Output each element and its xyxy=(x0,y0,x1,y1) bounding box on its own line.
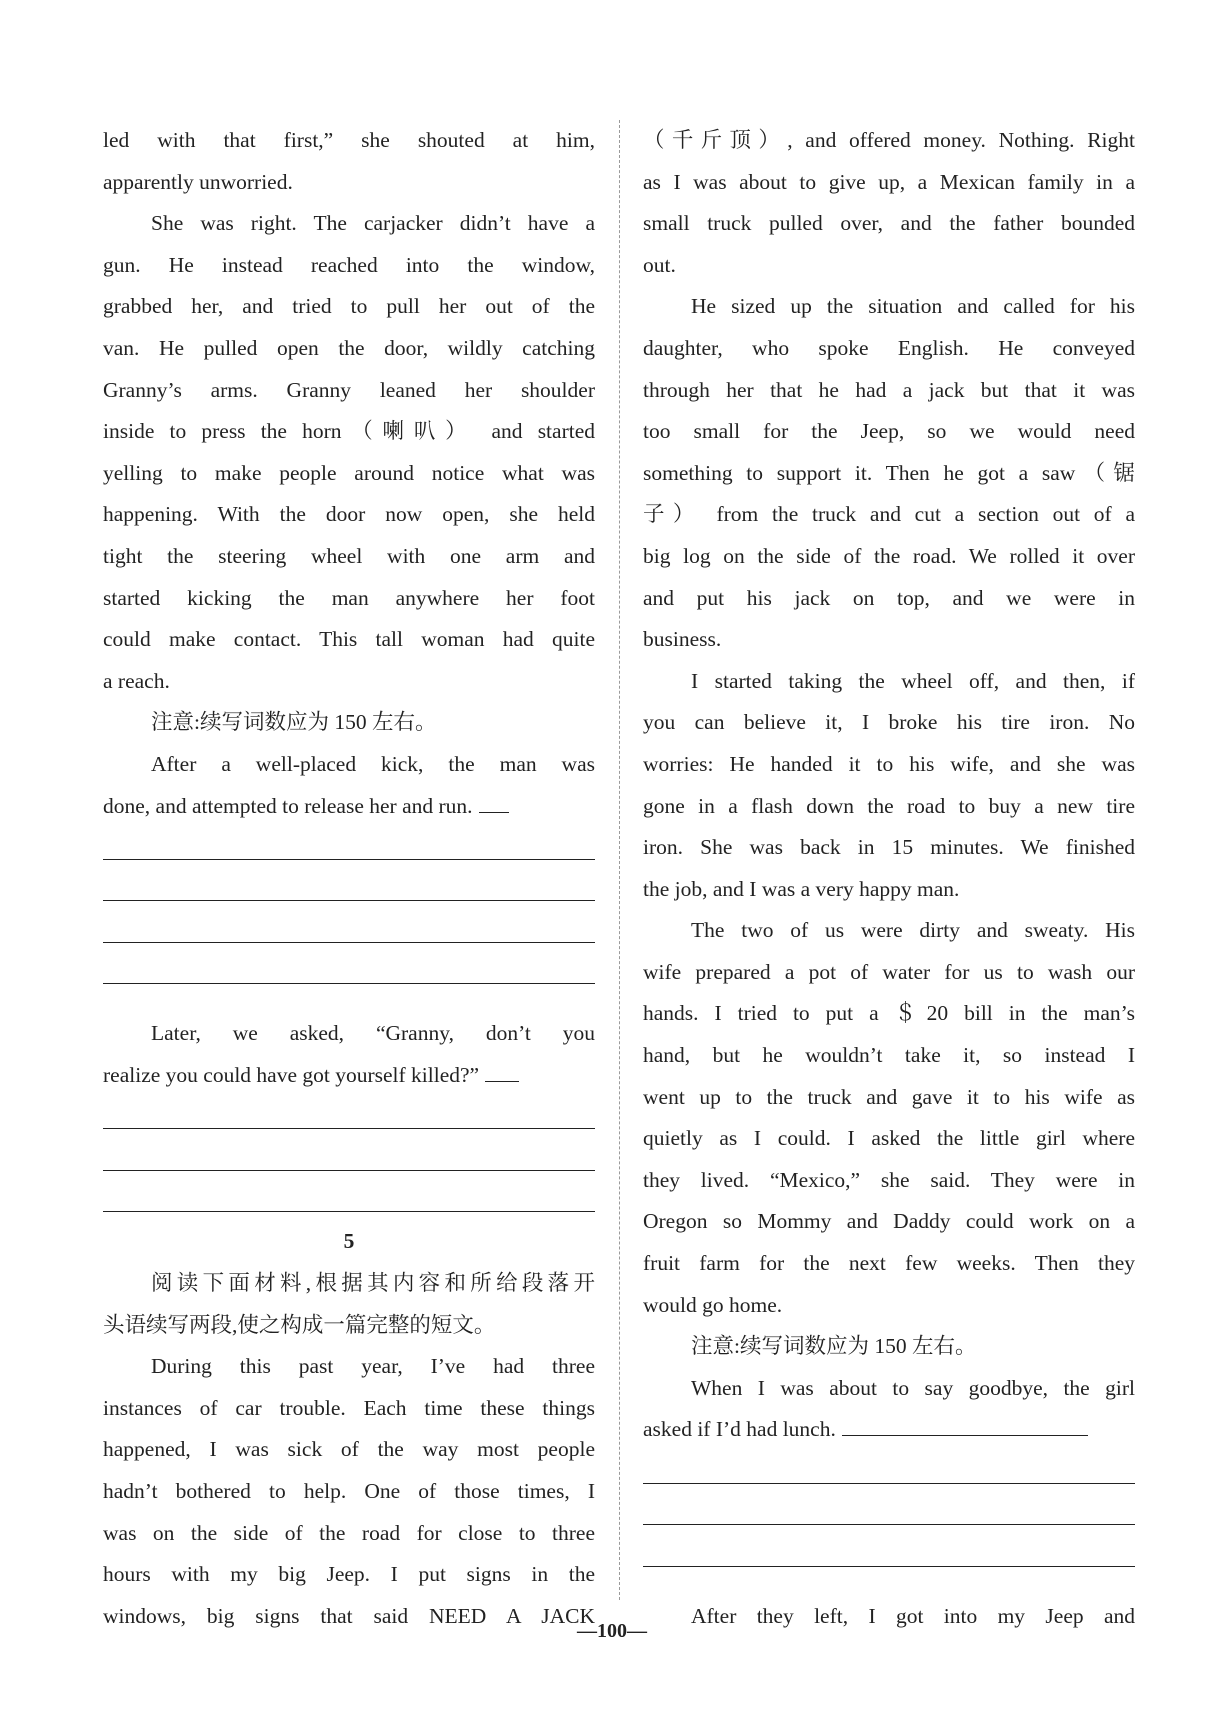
line-text: could make contact. This tall woman had quite xyxy=(103,627,595,652)
text-line xyxy=(103,619,595,661)
line-text: led with that first,” she shouted at him, xyxy=(103,128,595,152)
text-line xyxy=(103,1513,595,1555)
answer-line[interactable] xyxy=(103,827,595,869)
text-line xyxy=(103,1263,595,1305)
line-text: tight the steering wheel with one arm and xyxy=(103,543,595,568)
answer-line[interactable] xyxy=(103,1097,595,1139)
line-text: the job, and I was a very happy man. xyxy=(643,876,960,901)
line-text: a reach. xyxy=(103,668,170,693)
line-text: small truck pulled over, and the father bounded xyxy=(643,211,1135,236)
text-line xyxy=(643,1326,1135,1368)
line-text: gun. He instead reached into the window, xyxy=(103,252,595,277)
line-text: 注意:续写词数应为 150 左右。 xyxy=(691,1334,977,1359)
line-text: yelling to make people around notice what was xyxy=(103,460,595,485)
line-text: realize you could have got yourself killed?” xyxy=(103,1063,480,1088)
text-line xyxy=(643,1077,1135,1119)
answer-line[interactable] xyxy=(643,1534,1135,1576)
line-text: you can believe it, I broke his tire iron. No xyxy=(643,710,1135,735)
line-text: The two of us were dirty and sweaty. His xyxy=(691,918,1135,943)
text-line xyxy=(103,245,595,287)
line-text: and put his jack on top, and we were in xyxy=(643,585,1135,610)
answer-blank[interactable] xyxy=(479,811,509,813)
line-text: something to support it. Then he got a saw（锯 xyxy=(643,460,1135,485)
line-text: quietly as I could. I asked the little girl where xyxy=(643,1126,1135,1151)
section-number: 5 xyxy=(343,1229,355,1254)
text-line xyxy=(643,1243,1135,1285)
text-line xyxy=(103,661,595,703)
text-line xyxy=(103,702,595,744)
text-line xyxy=(643,286,1135,328)
line-text: apparently unworried. xyxy=(103,169,293,194)
line-text: Later, we asked, “Granny, don’t you xyxy=(151,1021,595,1046)
line-text: He sized up the situation and called for his xyxy=(691,294,1135,319)
line-text: instances of car trouble. Each time these things xyxy=(103,1395,595,1420)
text-line xyxy=(643,453,1135,495)
text-line xyxy=(643,910,1135,952)
line-text: 头语续写两段,使之构成一篇完整的短文。 xyxy=(103,1312,496,1337)
text-line xyxy=(643,952,1135,994)
text-line xyxy=(103,1429,595,1471)
text-line xyxy=(643,993,1135,1035)
text-line xyxy=(643,1368,1135,1410)
answer-line[interactable] xyxy=(103,869,595,911)
text-line xyxy=(643,120,1135,162)
text-line xyxy=(643,827,1135,869)
text-line xyxy=(643,162,1135,204)
line-text: business. xyxy=(643,627,722,652)
text-line xyxy=(103,536,595,578)
line-text: hadn’t bothered to help. One of those times, I xyxy=(103,1479,595,1503)
text-line xyxy=(643,1118,1135,1160)
line-text: After a well-placed kick, the man was xyxy=(151,751,595,776)
text-line xyxy=(103,1013,595,1055)
line-text: too small for the Jeep, so we would need xyxy=(643,419,1135,444)
line-text: 阅读下面材料,根据其内容和所给段落开 xyxy=(151,1271,595,1296)
text-line xyxy=(103,286,595,328)
column-divider xyxy=(619,120,620,1600)
answer-line[interactable] xyxy=(643,1493,1135,1535)
text-line xyxy=(103,1554,595,1596)
text-line xyxy=(643,1285,1135,1327)
left-column xyxy=(103,120,595,1637)
line-text: went up to the truck and gave it to his wife as xyxy=(643,1084,1135,1109)
line-text: fruit farm for the next few weeks. Then they xyxy=(643,1251,1135,1276)
text-line xyxy=(103,578,595,620)
text-line xyxy=(643,411,1135,453)
text-line xyxy=(103,203,595,245)
text-line xyxy=(643,786,1135,828)
line-text: through her that he had a jack but that it was xyxy=(643,377,1135,402)
right-column xyxy=(643,120,1135,1637)
line-text: 子） from the truck and cut a section out of a xyxy=(643,502,1135,527)
answer-blank[interactable] xyxy=(842,1434,1088,1436)
text-line xyxy=(643,1035,1135,1077)
text-line xyxy=(103,744,595,786)
text-line xyxy=(643,245,1135,287)
text-line xyxy=(103,411,595,453)
spacer xyxy=(103,993,595,1013)
line-text: they lived. “Mexico,” she said. They were in xyxy=(643,1167,1135,1192)
line-text: done, and attempted to release her and run. xyxy=(103,793,473,818)
text-line xyxy=(643,1201,1135,1243)
text-line xyxy=(643,619,1135,661)
answer-line[interactable] xyxy=(103,952,595,994)
line-text: worries: He handed it to his wife, and she was xyxy=(643,751,1135,776)
answer-blank[interactable] xyxy=(485,1080,519,1082)
text-line xyxy=(643,744,1135,786)
text-line xyxy=(103,1388,595,1430)
line-text: hands. I tried to put a ＄20 bill in the man’s xyxy=(643,1001,1135,1026)
line-text: hand, but he wouldn’t take it, so instead I xyxy=(643,1043,1135,1068)
text-line xyxy=(103,1055,595,1097)
line-text: gone in a flash down the road to buy a new tire xyxy=(643,793,1135,818)
spacer xyxy=(643,1576,1135,1596)
line-text: daughter, who spoke English. He conveyed xyxy=(643,335,1135,360)
text-line xyxy=(643,328,1135,370)
line-text: inside to press the horn（喇叭） and started xyxy=(103,419,595,444)
text-line xyxy=(103,328,595,370)
answer-line[interactable] xyxy=(643,1451,1135,1493)
text-line xyxy=(103,162,595,204)
text-line xyxy=(643,869,1135,911)
answer-line[interactable] xyxy=(103,1138,595,1180)
text-line xyxy=(643,370,1135,412)
line-text: would go home. xyxy=(643,1292,783,1317)
line-text: started kicking the man anywhere her foot xyxy=(103,585,595,610)
line-text: Granny’s arms. Granny leaned her shoulder xyxy=(103,377,595,402)
text-line xyxy=(103,1346,595,1388)
answer-line[interactable] xyxy=(103,910,595,952)
line-text: During this past year, I’ve had three xyxy=(151,1354,595,1379)
line-text: When I was about to say goodbye, the girl xyxy=(691,1375,1135,1400)
line-text: windows, big signs that said NEED A JACK xyxy=(103,1603,595,1628)
text-line xyxy=(643,203,1135,245)
text-line xyxy=(103,1471,595,1513)
text-line xyxy=(103,1305,595,1347)
line-text: （千斤顶）, and offered money. Nothing. Right xyxy=(643,128,1135,152)
line-text: as I was about to give up, a Mexican family in a xyxy=(643,169,1135,194)
line-text: hours with my big Jeep. I put signs in the xyxy=(103,1562,595,1587)
line-text: asked if I’d had lunch. xyxy=(643,1417,836,1442)
line-text: iron. She was back in 15 minutes. We finished xyxy=(643,835,1135,860)
line-text: 注意:续写词数应为 150 左右。 xyxy=(151,710,437,735)
line-text: happening. With the door now open, she held xyxy=(103,502,595,527)
text-line xyxy=(103,370,595,412)
page-number: —100— xyxy=(577,1620,647,1642)
line-text: grabbed her, and tried to pull her out of the xyxy=(103,294,595,319)
text-line xyxy=(643,494,1135,536)
text-line xyxy=(643,702,1135,744)
answer-line[interactable] xyxy=(103,1180,595,1222)
text-line xyxy=(103,494,595,536)
line-text: After they left, I got into my Jeep and xyxy=(691,1603,1135,1628)
line-text: big log on the side of the road. We rolled it over xyxy=(643,543,1135,568)
line-text: happened, I was sick of the way most people xyxy=(103,1437,595,1462)
line-text: Oregon so Mommy and Daddy could work on a xyxy=(643,1209,1135,1234)
text-line xyxy=(643,578,1135,620)
line-text: She was right. The carjacker didn’t have a xyxy=(151,211,595,236)
text-line xyxy=(643,536,1135,578)
line-text: out. xyxy=(643,252,676,277)
text-line xyxy=(643,1409,1135,1451)
text-line xyxy=(103,120,595,162)
line-text: was on the side of the road for close to three xyxy=(103,1520,595,1545)
line-text: van. He pulled open the door, wildly catching xyxy=(103,335,595,360)
text-line xyxy=(103,453,595,495)
text-line xyxy=(643,661,1135,703)
text-line xyxy=(103,786,595,828)
line-text: I started taking the wheel off, and then, if xyxy=(691,668,1135,693)
text-line xyxy=(643,1160,1135,1202)
line-text: wife prepared a pot of water for us to wash our xyxy=(643,959,1135,984)
